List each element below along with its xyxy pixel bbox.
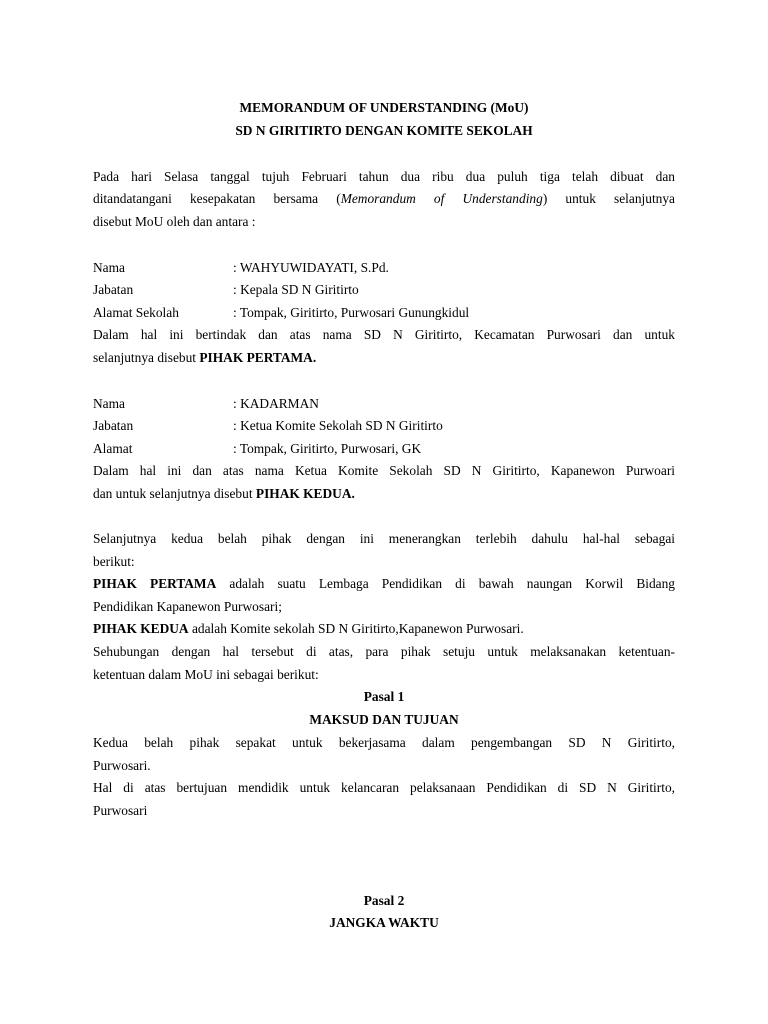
explain-pihak-pertama-line-1: PIHAK PERTAMA adalah suatu Lembaga Pendidikan di bawah naungan Korwil Bidang <box>93 576 675 591</box>
party2-desc-line-2: dan untuk selanjutnya disebut PIHAK KEDUA. <box>93 486 355 501</box>
intro-line-3: disebut MoU oleh dan antara : <box>93 214 256 229</box>
pasal-1-number: Pasal 1 <box>363 689 405 704</box>
party1-desc-line-1: Dalam hal ini bertindak dan atas nama SD N Giritirto, Kecamatan Purwosari dan untuk <box>93 327 675 342</box>
explain-line-1: Selanjutnya kedua belah pihak dengan ini menerangkan terlebih dahulu hal-hal sebagai <box>93 531 675 546</box>
document-title-line-2: SD N GIRITIRTO DENGAN KOMITE SEKOLAH <box>235 123 533 138</box>
document-title-line-1: MEMORANDUM OF UNDERSTANDING (MoU) <box>239 100 529 115</box>
pasal-1-line-3: Hal di atas bertujuan mendidik untuk kelancaran pelaksanaan Pendidikan di SD N Giritirto, <box>93 780 675 795</box>
pihak-pertama-label: PIHAK PERTAMA. <box>199 350 317 365</box>
intro-line-2: ditandatangani kesepakatan bersama (Memorandum of Understanding) untuk selanjutnya <box>93 191 675 206</box>
agreement-line-2: ketentuan dalam MoU ini sebagai berikut: <box>93 667 319 682</box>
party1-field-name: Nama : WAHYUWIDAYATI, S.Pd. <box>93 260 389 275</box>
pasal-1-line-4: Purwosari <box>93 803 148 818</box>
pasal-1-title: MAKSUD DAN TUJUAN <box>309 712 459 727</box>
party1-desc-line-2: selanjutnya disebut PIHAK PERTAMA. <box>93 350 317 365</box>
party2-field-position: Jabatan : Ketua Komite Sekolah SD N Giritirto <box>93 418 443 433</box>
pasal-2-number: Pasal 2 <box>363 893 405 908</box>
explain-pihak-pertama-line-2: Pendidikan Kapanewon Purwosari; <box>93 599 282 614</box>
pasal-1-line-1: Kedua belah pihak sepakat untuk bekerjasama dalam pengembangan SD N Giritirto, <box>93 735 675 750</box>
party2-field-name: Nama : KADARMAN <box>93 396 319 411</box>
explain-pihak-kedua-line: PIHAK KEDUA adalah Komite sekolah SD N Giritirto,Kapanewon Purwosari. <box>93 621 524 636</box>
agreement-line-1: Sehubungan dengan hal tersebut di atas, para pihak setuju untuk melaksanakan ketentuan- <box>93 644 675 659</box>
party2-field-address: Alamat : Tompak, Giritirto, Purwosari, GK <box>93 441 422 456</box>
pasal-1-line-2: Purwosari. <box>93 758 151 773</box>
mou-term-italic: Memorandum of Understanding <box>340 191 543 206</box>
pihak-kedua-label: PIHAK KEDUA. <box>255 486 355 501</box>
explain-line-2: berikut: <box>93 554 135 569</box>
pasal-2-title: JANGKA WAKTU <box>329 915 439 930</box>
party1-field-position: Jabatan : Kepala SD N Giritirto <box>93 282 359 297</box>
party1-field-address: Alamat Sekolah : Tompak, Giritirto, Purwosari Gunungkidul <box>93 305 470 320</box>
party2-desc-line-1: Dalam hal ini dan atas nama Ketua Komite Sekolah SD N Giritirto, Kapanewon Purwoari <box>93 463 675 478</box>
intro-line-1: Pada hari Selasa tanggal tujuh Februari tahun dua ribu dua puluh tiga telah dibuat dan <box>93 169 675 184</box>
